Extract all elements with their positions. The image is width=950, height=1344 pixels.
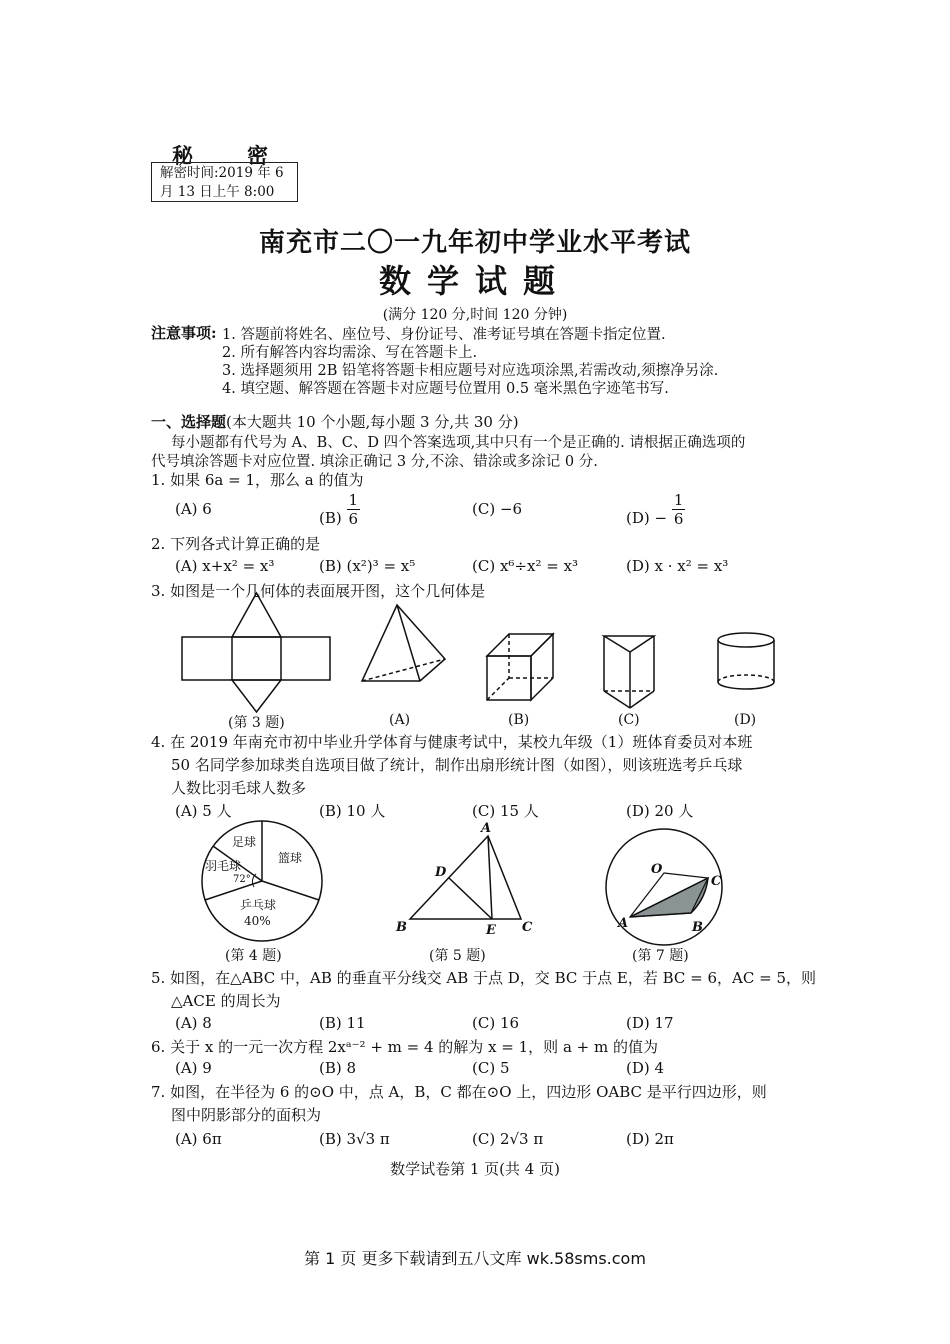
fraction-denominator: 6: [673, 510, 684, 528]
pie-label-basketball: 篮球: [278, 851, 303, 865]
q1-option-c: (C) −6: [472, 500, 523, 518]
fraction-numerator: 1: [348, 491, 359, 509]
q5-option-a: (A) 8: [175, 1014, 212, 1032]
notice-item: 1. 答题前将姓名、座位号、身份证号、准考证号填在答题卡指定位置.: [222, 327, 666, 343]
q4-option-a: (A) 5 人: [175, 802, 232, 820]
q7-option-c: (C) 2√3 π: [472, 1130, 544, 1148]
footer-site-text: 第 1 页 更多下载请到五八文库 wk.58sms.com: [304, 1249, 646, 1268]
q2-option-c: (C) x⁶÷x² = x³: [472, 557, 579, 575]
pie-label-pingpong: 乒乓球: [240, 898, 277, 912]
q7-option-d: (D) 2π: [626, 1130, 674, 1148]
q5-stem-line-1: 5. 如图，在△ABC 中，AB 的垂直平分线交 AB 于点 D，交 BC 于点 E，若 BC = 6，AC = 5，则: [151, 969, 816, 987]
q4-caption: (第 4 题): [225, 948, 282, 964]
declassify-line-2: 月 13 日上午 8:00: [160, 184, 275, 200]
q2-option-d: (D) x · x² = x³: [626, 557, 729, 575]
pie-label-football: 足球: [232, 835, 257, 849]
subject-title: 数学试题: [378, 262, 571, 300]
q1-option-b-label: (B): [319, 508, 342, 527]
q6-stem: 6. 关于 x 的一元一次方程 2xᵃ⁻² + m = 4 的解为 x = 1，则 a + m 的值为: [151, 1038, 658, 1056]
q1-option-d-label: (D) −: [626, 508, 668, 527]
point-label-a: A: [481, 821, 492, 836]
q3-caption: (第 3 题): [228, 715, 285, 731]
pie-label-badminton-2: 球: [229, 859, 242, 873]
q6-option-d: (D) 4: [626, 1059, 665, 1077]
q7-stem-line-2: 图中阴影部分的面积为: [171, 1106, 322, 1124]
q7-option-b: (B) 3√3 π: [319, 1130, 390, 1148]
q3-caption-a: (A): [389, 712, 411, 728]
notice-item: 3. 选择题须用 2B 铅笔将答题卡相应题号对应选项涂黑,若需改动,须擦净另涂.: [222, 363, 719, 379]
full-mark-note: (满分 120 分,时间 120 分钟): [382, 307, 568, 323]
triangle-abc: [410, 836, 521, 919]
point-label-d: D: [435, 865, 447, 880]
notice-label: 注意事项:: [151, 324, 217, 342]
q2-stem: 2. 下列各式计算正确的是: [151, 535, 321, 553]
point-label-a: A: [618, 916, 629, 931]
q3-caption-b: (B): [508, 712, 530, 728]
q3-caption-d: (D): [734, 712, 757, 728]
q5-stem-line-2: △ACE 的周长为: [171, 992, 281, 1010]
point-label-b: B: [396, 920, 407, 935]
q4-option-b: (B) 10 人: [319, 802, 386, 820]
q4-option-d: (D) 20 人: [626, 802, 694, 820]
q5-option-c: (C) 16: [472, 1014, 520, 1032]
point-label-c: C: [711, 874, 722, 889]
q2-option-a: (A) x+x² = x³: [175, 557, 275, 575]
q4-stem-line-1: 4. 在 2019 年南充市初中毕业升学体育与健康考试中，某校九年级（1）班体育委员对本班: [151, 733, 753, 751]
q1-stem: 1. 如果 6a = 1，那么 a 的值为: [151, 471, 364, 489]
q5-option-b: (B) 11: [319, 1014, 366, 1032]
q5-triangle: [410, 836, 521, 919]
q3-stem: 3. 如图是一个几何体的表面展开图，这个几何体是: [151, 582, 486, 600]
q3-caption-c: (C): [618, 712, 640, 728]
q4-stem-line-2: 50 名同学参加球类自选项目做了统计，制作出扇形统计图（如图），则该班选考乒乓球: [171, 756, 743, 774]
q4-option-c: (C) 15 人: [472, 802, 539, 820]
point-label-b: B: [692, 920, 703, 935]
segment-ae: [488, 836, 492, 919]
declassify-line-1: 解密时间:2019 年 6: [160, 165, 284, 181]
section-desc-line-2: 代号填涂答题卡对应位置. 填涂正确记 3 分,不涂、错涂或多涂记 0 分.: [151, 454, 598, 470]
q6-option-b: (B) 8: [319, 1059, 357, 1077]
q1-option-a: (A) 6: [175, 500, 212, 518]
q7-caption: (第 7 题): [632, 948, 689, 964]
point-label-e: E: [486, 923, 496, 938]
fraction-denominator: 6: [348, 510, 359, 528]
secret-label: 秘密: [172, 143, 322, 168]
section-title-note: (本大题共 10 个小题,每小题 3 分,共 30 分): [226, 413, 519, 431]
q5-option-d: (D) 17: [626, 1014, 674, 1032]
exam-title: 南充市二〇一九年初中学业水平考试: [258, 228, 691, 258]
point-label-o: O: [651, 862, 663, 877]
perpendicular-bisector: [449, 878, 492, 919]
q7-stem-line-1: 7. 如图，在半径为 6 的⊙O 中，点 A，B，C 都在⊙O 上，四边形 OABC 是平行四边形，则: [151, 1083, 767, 1101]
q4-stem-line-3: 人数比羽毛球人数多: [171, 779, 307, 797]
section-title-main: 一、选择题: [151, 413, 227, 431]
q7-option-a: (A) 6π: [175, 1130, 222, 1148]
q2-option-b: (B) (x²)³ = x⁵: [319, 557, 416, 575]
q6-option-c: (C) 5: [472, 1059, 510, 1077]
fraction-numerator: 1: [673, 491, 684, 509]
page-number: 数学试卷第 1 页(共 4 页): [390, 1160, 560, 1178]
pie-label-badminton: 羽毛: [205, 859, 230, 873]
pie-label-pingpong-pct: 40%: [244, 914, 271, 928]
notice-item: 4. 填空题、解答题在答题卡对应题号位置用 0.5 毫米黑色字迹笔书写.: [222, 381, 669, 397]
q6-option-a: (A) 9: [175, 1059, 212, 1077]
q5-caption: (第 5 题): [429, 948, 486, 964]
point-label-c: C: [522, 920, 533, 935]
section-desc-line-1: 每小题都有代号为 A、B、C、D 四个答案选项,其中只有一个是正确的. 请根据正确选项的: [171, 435, 746, 451]
pie-label-angle: 72°: [233, 874, 251, 885]
notice-item: 2. 所有解答内容均需涂、写在答题卡上.: [222, 345, 478, 361]
